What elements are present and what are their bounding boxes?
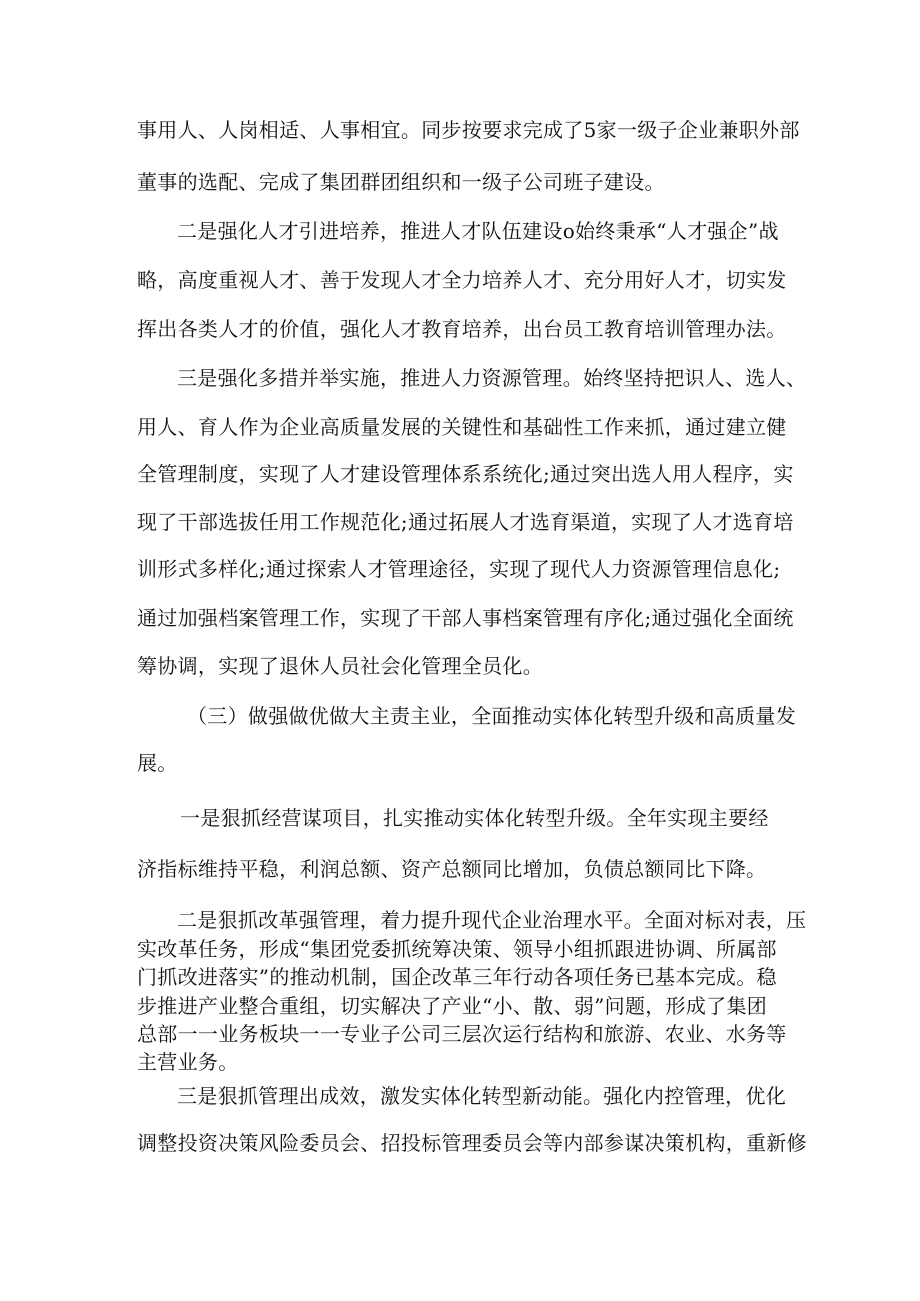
text-line-11: 通过加强档案管理工作，实现了干部人事档案管理有序化;通过强化全面统 bbox=[137, 606, 794, 630]
text-line-22: 主营业务。 bbox=[137, 1050, 239, 1074]
text-line-3: 二是强化人才引进培养，推进人才队伍建设o始终秉承“人才强企”战 bbox=[177, 219, 779, 243]
text-line-1: 事用人、人岗相适、人事相宜。同步按要求完成了5家一级子企业兼职外部 bbox=[137, 118, 800, 142]
text-line-20: 步推进产业整合重组，切实解决了产业“小、散、弱”问题，形成了集团 bbox=[137, 994, 768, 1018]
text-line-9: 现了干部选拔任用工作规范化;通过拓展人才选育渠道，实现了人才选育培 bbox=[137, 510, 794, 534]
text-line-2: 董事的选配、完成了集团群团组织和一级子公司班子建设。 bbox=[137, 170, 665, 194]
text-line-16: 济指标维持平稳，利润总额、资产总额同比增加，负债总额同比下降。 bbox=[137, 857, 767, 881]
text-line-8: 全管理制度，实现了人才建设管理体系系统化;通过突出选人用人程序，实 bbox=[137, 462, 794, 486]
text-line-14: 展。 bbox=[137, 751, 178, 775]
text-line-21: 总部一一业务板块一一专业子公司三层次运行结构和旅游、农业、水务等 bbox=[137, 1022, 787, 1046]
text-line-24: 调整投资决策风险委员会、招投标管理委员会等内部参谋决策机构，重新修 bbox=[137, 1131, 807, 1155]
text-line-5: 挥出各类人才的价值，强化人才教育培养，出台员工教育培训管理办法。 bbox=[137, 317, 787, 341]
text-line-23: 三是狠抓管理出成效，激发实体化转型新动能。强化内控管理，优化 bbox=[177, 1084, 786, 1108]
text-line-6: 三是强化多措并举实施，推进人力资源管理。始终坚持把识人、选人、 bbox=[177, 366, 807, 390]
text-line-19: 门抓改进落实”的推动机制，国企改革三年行动各项任务已基本完成。稳 bbox=[137, 965, 777, 989]
text-line-10: 训形式多样化;通过探索人才管理途径，实现了现代人力资源管理信息化; bbox=[137, 557, 781, 581]
text-line-12: 筹协调，实现了退休人员社会化管理全员化。 bbox=[137, 654, 543, 678]
text-line-7: 用人、育人作为企业高质量发展的关键性和基础性工作来抓，通过建立健 bbox=[137, 415, 787, 439]
text-line-17: 二是狠抓改革强管理，着力提升现代企业治理水平。全面对标对表，压 bbox=[177, 908, 807, 932]
text-line-4: 略，高度重视人才、善于发现人才全力培养人才、充分用好人才，切实发 bbox=[137, 268, 787, 292]
text-line-13: （三）做强做优做大主责主业，全面推动实体化转型升级和高质量发 bbox=[187, 704, 796, 728]
text-line-15: 一是狠抓经营谋项目，扎实推动实体化转型升级。全年实现主要经 bbox=[180, 806, 769, 830]
text-line-18: 实改革任务，形成“集团党委抓统筹决策、领导小组抓跟进协调、所属部 bbox=[137, 937, 777, 961]
